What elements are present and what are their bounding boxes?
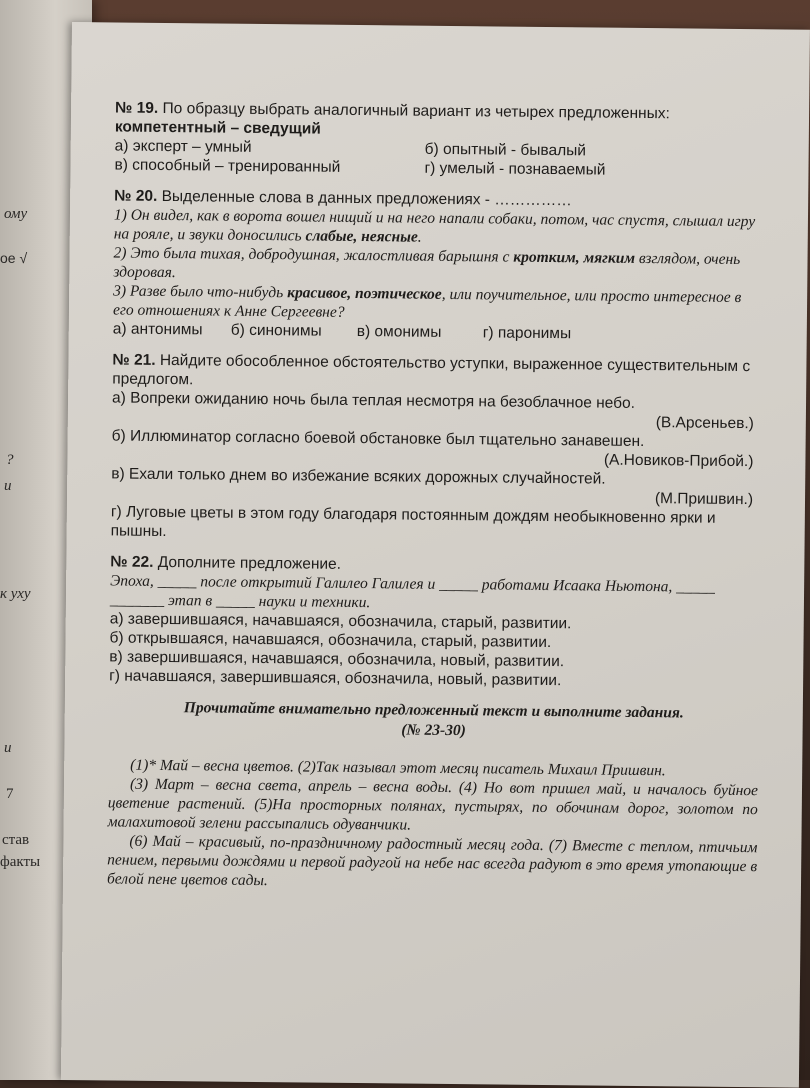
task-20-question: Выделенные слова в данных предложениях - ……………: [161, 187, 572, 210]
task-21-author-b: (А.Новиков-Прибой.): [603, 451, 754, 471]
task-19: [114, 98, 765, 181]
passage-text: [107, 755, 758, 895]
edge-fragment: и: [4, 478, 12, 494]
edge-fragment: 7: [6, 786, 14, 802]
task-19-option-g: г) умелый - познаваемый: [424, 159, 606, 179]
task-19-option-a: а) эксперт – умный: [114, 137, 252, 156]
task-19-option-b: б) опытный - бывалый: [424, 140, 587, 160]
task-21-author-v: (М.Пришвин.): [654, 490, 754, 509]
task-22-option-a: а) завершившаяся, начавшаяся, обозначила, старый, развитии.: [109, 610, 572, 633]
task-22-number: № 22.: [110, 553, 154, 571]
highlighted-words: кротким, мягким: [513, 248, 636, 267]
passage-title-line-2: (№ 23-30): [401, 721, 466, 740]
task-20-option-g: г) паронимы: [482, 324, 572, 343]
task-20: [113, 186, 765, 345]
sentence-text: .: [417, 228, 422, 246]
sentence-text: , или поучительное, или просто интересное в его отношениях к Анне Сергеевне?: [112, 285, 742, 321]
edge-fragment: став: [2, 832, 30, 848]
task-22: [109, 552, 760, 692]
task-21-question: Найдите обособленное обстоятельство уступки, выраженное существительным с предлогом.: [112, 351, 751, 389]
sentence-text: 3) Разве было что-нибудь: [113, 282, 288, 302]
task-21-number: № 21.: [112, 351, 156, 369]
passage-paragraph: (6) Май – красивый, по-праздничному радостный месяц года. (7) Вместе с теплом, птичьим пением, первыми дождями и первой радугой на небе нас всегда радуют в это время утопающие в белой пене цветов сады.: [106, 832, 758, 890]
task-21-option-v: в) Ехали только днем во избежание всяких дорожных случайностей.: [111, 465, 606, 488]
document-page: [61, 22, 810, 1088]
edge-fragment: к уху: [0, 586, 31, 602]
edge-fragment: ?: [6, 452, 14, 468]
task-21-option-b: б) Иллюминатор согласно боевой обстановке был тщательно занавешен.: [111, 427, 645, 451]
edge-fragment: и: [4, 740, 12, 756]
task-20-option-b: б) синонимы: [230, 321, 322, 340]
edge-fragment: ому: [4, 206, 28, 222]
passage-paragraph: (1)* Май – весна цветов. (2)Так называл этот месяц писатель Михаил Пришвин.: [130, 756, 666, 780]
task-19-option-v: в) способный – тренированный: [114, 156, 341, 176]
task-21-author-a: (В.Арсеньев.): [655, 414, 754, 433]
sentence-text: 2) Это была тихая, добродушная, жалостливая барышня с: [113, 244, 514, 266]
task-20-option-a: а) антонимы: [112, 320, 203, 339]
task-22-option-g: г) начавшаяся, завершившаяся, обозначила, новый, развитии.: [109, 667, 562, 690]
highlighted-words: слабые, неясные: [305, 227, 418, 246]
highlighted-words: красивое, поэтическое: [287, 284, 442, 303]
task-22-option-v: в) завершившаяся, начавшаяся, обозначила, новый, развитии.: [109, 648, 565, 671]
passage-title: [109, 697, 759, 744]
task-21: [111, 350, 763, 547]
task-20-number: № 20.: [114, 187, 158, 205]
passage-paragraph: (3) Март – весна света, апрель – весна воды. (4) Но вот пришел май, и началось буйное цветение растений. (5)На просторных полянах, пустырях, по обочинам дорог, золотом по малахитовой зелени рассыпались одуванчики.: [107, 775, 759, 834]
task-21-option-a: а) Вопреки ожиданию ночь была теплая несмотря на безоблачное небо.: [111, 389, 636, 412]
task-22-question: Дополните предложение.: [157, 553, 342, 573]
task-19-question: По образцу выбрать аналогичный вариант из четырех предложенных:: [162, 99, 670, 123]
task-19-number: № 19.: [115, 99, 159, 117]
sentence-text: взглядом, очень здоровая.: [113, 249, 741, 282]
edge-fragment: ое √: [0, 250, 28, 266]
sentence-text: 1) Он видел, как в ворота вошел нищий и на него напали собаки, потом, час спустя, слышал игру на рояле, и звуки доносились: [113, 206, 756, 245]
page-content: [107, 98, 765, 895]
task-19-example: компетентный – сведущий: [114, 118, 321, 138]
passage-title-line-1: Прочитайте внимательно предложенный текст и выполните задания.: [183, 699, 684, 722]
task-22-sentence: Эпоха, _____ после открытий Галилео Галилея и _____ работами Исаака Ньютона, _____ _______ этап в _____ науки и техники.: [109, 572, 716, 612]
task-20-option-v: в) омонимы: [356, 322, 442, 341]
edge-fragment: факты: [0, 854, 41, 870]
task-21-option-g: г) Луговые цветы в этом году благодаря постоянным дождям необыкновенно ярки и пышны.: [110, 503, 716, 541]
task-22-option-b: б) открывшаяся, начавшаяся, обозначила, старый, развитии.: [109, 629, 552, 652]
